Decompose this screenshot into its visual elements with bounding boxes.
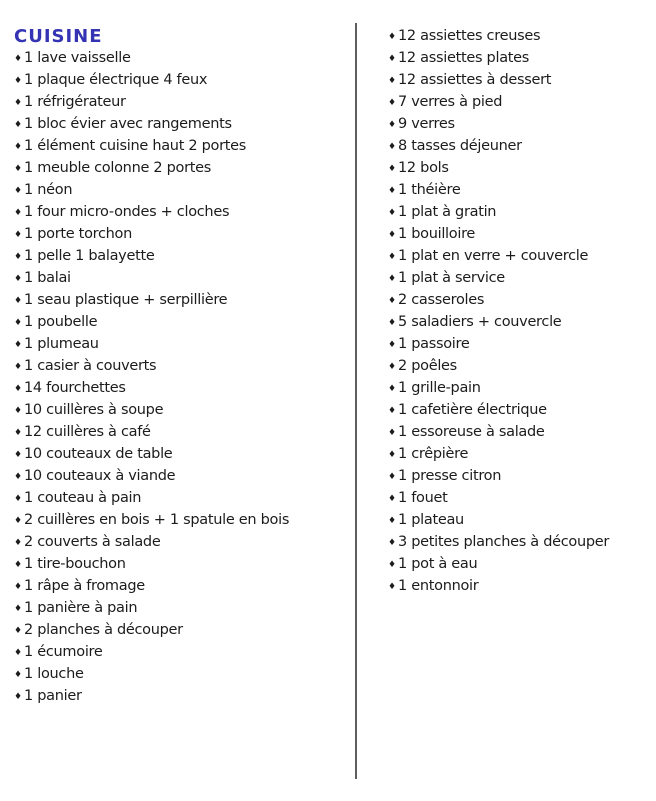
diamond-bullet-icon: ♦ [388,406,397,416]
list-item-text: 1 plumeau [24,336,99,352]
list-item-text: 10 couteaux à viande [24,468,176,484]
list-item [388,400,650,422]
list-item [388,48,650,70]
list-item [14,268,349,290]
diamond-bullet-icon: ♦ [14,692,23,702]
diamond-bullet-icon: ♦ [14,516,23,526]
diamond-bullet-icon: ♦ [14,340,23,350]
diamond-bullet-icon: ♦ [388,252,397,262]
list-item-text: 1 plat à gratin [398,204,497,220]
list-item-text: 1 théière [398,182,461,198]
list-item [388,268,650,290]
diamond-bullet-icon: ♦ [14,54,23,64]
list-item [14,158,349,180]
diamond-bullet-icon: ♦ [388,516,397,526]
diamond-bullet-icon: ♦ [14,252,23,262]
list-item-text: 9 verres [398,116,455,132]
list-item [388,488,650,510]
list-item [14,400,349,422]
list-item-text: 2 cuillères en bois + 1 spatule en bois [24,512,290,528]
list-item [14,334,349,356]
list-item-text: 1 bloc évier avec rangements [24,116,232,132]
list-item-text: 1 balai [24,270,71,286]
list-item-text: 1 couteau à pain [24,490,142,506]
diamond-bullet-icon: ♦ [388,230,397,240]
diamond-bullet-icon: ♦ [14,406,23,416]
diamond-bullet-icon: ♦ [388,362,397,372]
list-item-text: 1 meuble colonne 2 portes [24,160,212,176]
list-item-text: 1 casier à couverts [24,358,157,374]
diamond-bullet-icon: ♦ [14,186,23,196]
diamond-bullet-icon: ♦ [14,626,23,636]
list-item [14,202,349,224]
list-item-text: 1 lave vaisselle [24,50,131,66]
list-item [388,26,650,48]
list-item-text: 2 couverts à salade [24,534,161,550]
list-item [14,224,349,246]
list-item-text: 3 petites planches à découper [398,534,610,550]
list-item [388,202,650,224]
list-item-text: 1 pot à eau [398,556,478,572]
list-item [14,48,349,70]
list-item [14,422,349,444]
diamond-bullet-icon: ♦ [14,164,23,174]
list-item [388,114,650,136]
list-item-text: 7 verres à pied [398,94,503,110]
list-item [388,334,650,356]
list-item [388,356,650,378]
list-item-text: 8 tasses déjeuner [398,138,522,154]
list-item [14,510,349,532]
list-item [388,532,650,554]
list-item-text: 1 four micro-ondes + cloches [24,204,230,220]
list-item [388,312,650,334]
list-item-text: 1 pelle 1 balayette [24,248,155,264]
list-item [14,620,349,642]
list-item [14,180,349,202]
diamond-bullet-icon: ♦ [14,560,23,570]
list-item-text: 5 saladiers + couvercle [398,314,562,330]
diamond-bullet-icon: ♦ [388,318,397,328]
list-item-text: 12 bols [398,160,449,176]
list-item [14,246,349,268]
list-item [14,290,349,312]
list-item-text: 1 crêpière [398,446,469,462]
list-item-text: 1 râpe à fromage [24,578,145,594]
list-item [14,136,349,158]
list-item [388,554,650,576]
list-item-text: 1 louche [24,666,84,682]
diamond-bullet-icon: ♦ [388,32,397,42]
list-item-text: 1 néon [24,182,73,198]
diamond-bullet-icon: ♦ [14,670,23,680]
list-item-text: 1 élément cuisine haut 2 portes [24,138,247,154]
diamond-bullet-icon: ♦ [14,494,23,504]
list-item [388,158,650,180]
list-item-text: 12 assiettes creuses [398,28,541,44]
diamond-bullet-icon: ♦ [14,582,23,592]
diamond-bullet-icon: ♦ [14,76,23,86]
kitchen-tableware-list [388,26,650,598]
list-item [388,378,650,400]
list-item [14,466,349,488]
list-item [388,136,650,158]
list-item-text: 1 passoire [398,336,470,352]
diamond-bullet-icon: ♦ [14,450,23,460]
diamond-bullet-icon: ♦ [14,362,23,372]
list-item-text: 10 cuillères à soupe [24,402,164,418]
list-item [388,92,650,114]
list-item-text: 1 porte torchon [24,226,133,242]
list-item-text: 1 poubelle [24,314,98,330]
list-item-text: 2 poêles [398,358,457,374]
list-item-text: 1 réfrigérateur [24,94,126,110]
list-item [388,224,650,246]
diamond-bullet-icon: ♦ [14,384,23,394]
diamond-bullet-icon: ♦ [388,494,397,504]
list-item [14,664,349,686]
diamond-bullet-icon: ♦ [388,450,397,460]
diamond-bullet-icon: ♦ [388,472,397,482]
kitchen-equipment-list [14,48,349,708]
list-item-text: 1 écumoire [24,644,103,660]
diamond-bullet-icon: ♦ [14,142,23,152]
column-divider [355,23,357,779]
list-item [14,70,349,92]
list-item [14,686,349,708]
list-item-text: 1 grille-pain [398,380,481,396]
diamond-bullet-icon: ♦ [14,428,23,438]
list-item [14,114,349,136]
list-item [388,246,650,268]
diamond-bullet-icon: ♦ [388,120,397,130]
list-item [388,290,650,312]
diamond-bullet-icon: ♦ [14,604,23,614]
list-item-text: 1 plateau [398,512,464,528]
list-item-text: 1 plaque électrique 4 feux [24,72,208,88]
diamond-bullet-icon: ♦ [388,54,397,64]
list-item-text: 1 cafetière électrique [398,402,547,418]
page-title: CUISINE [14,26,103,47]
list-item [388,70,650,92]
diamond-bullet-icon: ♦ [14,538,23,548]
diamond-bullet-icon: ♦ [388,186,397,196]
list-item [388,422,650,444]
list-item [388,510,650,532]
diamond-bullet-icon: ♦ [388,274,397,284]
right-column [388,26,650,598]
list-item-text: 1 entonnoir [398,578,479,594]
diamond-bullet-icon: ♦ [388,208,397,218]
diamond-bullet-icon: ♦ [14,648,23,658]
diamond-bullet-icon: ♦ [388,384,397,394]
diamond-bullet-icon: ♦ [388,428,397,438]
list-item [14,554,349,576]
list-item [14,576,349,598]
list-item [14,488,349,510]
list-item-text: 12 cuillères à café [24,424,151,440]
list-item [388,444,650,466]
diamond-bullet-icon: ♦ [14,274,23,284]
list-item-text: 1 plat en verre + couvercle [398,248,589,264]
diamond-bullet-icon: ♦ [388,76,397,86]
list-item-text: 12 assiettes à dessert [398,72,552,88]
diamond-bullet-icon: ♦ [14,472,23,482]
diamond-bullet-icon: ♦ [388,560,397,570]
list-item-text: 1 panière à pain [24,600,138,616]
list-item-text: 1 seau plastique + serpillière [24,292,228,308]
list-item-text: 1 tire-bouchon [24,556,126,572]
list-item-text: 12 assiettes plates [398,50,530,66]
list-item [14,532,349,554]
list-item-text: 1 fouet [398,490,448,506]
diamond-bullet-icon: ♦ [388,98,397,108]
diamond-bullet-icon: ♦ [14,208,23,218]
list-item-text: 10 couteaux de table [24,446,173,462]
list-item-text: 1 essoreuse à salade [398,424,545,440]
list-item-text: 2 casseroles [398,292,485,308]
list-item [14,356,349,378]
list-item-text: 14 fourchettes [24,380,126,396]
list-item [388,466,650,488]
diamond-bullet-icon: ♦ [388,340,397,350]
list-item [14,92,349,114]
list-item [388,576,650,598]
left-column [14,26,349,708]
diamond-bullet-icon: ♦ [14,296,23,306]
list-item [14,642,349,664]
diamond-bullet-icon: ♦ [14,230,23,240]
list-item [388,180,650,202]
diamond-bullet-icon: ♦ [388,164,397,174]
list-item [14,598,349,620]
diamond-bullet-icon: ♦ [14,98,23,108]
list-item [14,378,349,400]
diamond-bullet-icon: ♦ [388,538,397,548]
diamond-bullet-icon: ♦ [388,582,397,592]
list-item [14,312,349,334]
diamond-bullet-icon: ♦ [388,296,397,306]
list-item-text: 1 bouilloire [398,226,476,242]
diamond-bullet-icon: ♦ [14,318,23,328]
list-item-text: 1 plat à service [398,270,505,286]
list-item [14,444,349,466]
list-item-text: 2 planches à découper [24,622,183,638]
list-item-text: 1 presse citron [398,468,502,484]
diamond-bullet-icon: ♦ [14,120,23,130]
list-item-text: 1 panier [24,688,82,704]
diamond-bullet-icon: ♦ [388,142,397,152]
